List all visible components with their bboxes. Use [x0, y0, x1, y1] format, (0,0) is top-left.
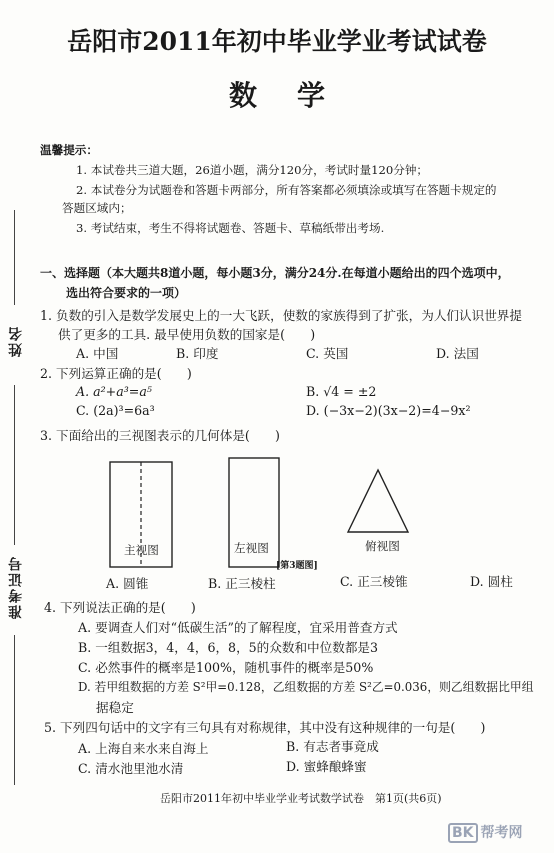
watermark-name: 帮考网 — [480, 825, 523, 841]
q4-option-d-b: 据稳定 — [96, 700, 134, 715]
notice-line-2b: 答题区域内； — [62, 201, 132, 215]
figure-caption: [第3题图] — [276, 561, 318, 571]
q4-option-d-a: D. 若甲组数据的方差 S²甲=0.128，乙组数据的方差 S²乙=0.036，则乙组数据比甲组 — [78, 680, 534, 694]
q3-option-c: C. 正三棱锥 — [340, 574, 408, 589]
binding-line-bottom — [14, 635, 15, 785]
q1-option-b: B. 印度 — [176, 346, 219, 361]
top-view-triangle — [348, 470, 408, 532]
page-footer: 岳阳市2011年初中毕业学业考试数学试卷 第1页(共6页) — [160, 792, 442, 805]
q2-option-b: B. √4 = ±2 — [306, 384, 377, 399]
q1-option-c: C. 英国 — [306, 346, 349, 361]
q1-option-d: D. 法国 — [436, 346, 479, 361]
notice-heading: 温馨提示： — [40, 143, 98, 157]
q3-option-d: D. 圆柱 — [470, 574, 513, 589]
q1-stem-b: 供了更多的工具. 最早使用负数的国家是( ) — [58, 327, 316, 342]
q3-stem: 3. 下面给出的三视图表示的几何体是( ) — [40, 428, 280, 443]
q2-stem: 2. 下列运算正确的是( ) — [40, 366, 192, 381]
section-heading-b: 选出符合要求的一项） — [66, 286, 187, 300]
q4-option-b: B. 一组数据3，4，4，6，8，5的众数和中位数都是3 — [78, 640, 379, 655]
q1-stem-a: 1. 负数的引入是数学发展史上的一大飞跃，使数的家族得到了扩张，为人们认识世界提 — [40, 308, 522, 323]
section-heading-a: 一、选择题（本大题共8道小题，每小题3分，满分24分.在每道小题给出的四个选项中， — [40, 266, 510, 280]
binding-line-top — [14, 210, 15, 305]
q5-option-a: A. 上海自来水来自海上 — [78, 741, 209, 756]
front-view-label: 主视图 — [124, 543, 159, 557]
exam-title: 岳阳市2011年初中毕业学业考试试卷 — [67, 27, 487, 56]
q4-stem: 4. 下列说法正确的是( ) — [44, 600, 196, 615]
q5-option-c: C. 清水池里池水清 — [78, 761, 184, 776]
subject-title: 数学 — [228, 79, 365, 112]
q2-option-a: A. a²+a³=a⁵ — [76, 384, 152, 399]
left-view-label: 左视图 — [234, 541, 269, 555]
watermark-logo — [448, 822, 523, 843]
q2-option-c: C. (2a)³=6a³ — [76, 403, 155, 418]
q1-option-a: A. 中国 — [76, 346, 119, 361]
notice-line-3: 3. 考试结束，考生不得将试题卷、答题卡、草稿纸带出考场. — [76, 221, 385, 235]
notice-line-2a: 2. 本试卷分为试题卷和答题卡两部分，所有答案都必须填涂或填写在答题卡规定的 — [76, 183, 497, 197]
q4-option-c: C. 必然事件的概率是100%，随机事件的概率是50% — [78, 660, 374, 675]
notice-line-1: 1. 本试卷共三道大题，26道小题，满分120分，考试时量120分钟； — [76, 163, 429, 177]
watermark-brand: BK — [448, 823, 478, 843]
q5-option-b: B. 有志者事竟成 — [286, 739, 379, 754]
q4-option-a: A. 要调查人们对“低碳生活”的了解程度，宜采用普查方式 — [78, 620, 398, 635]
q2-option-d: D. (−3x−2)(3x−2)=4−9x² — [306, 403, 471, 418]
top-view-label: 俯视图 — [365, 539, 400, 553]
q5-stem: 5. 下列四句话中的文字有三句具有对称规律，其中没有这种规律的一句是( ) — [44, 720, 486, 735]
exam-number-label: 准考证号 — [8, 555, 24, 619]
q5-option-d: D. 蜜蜂酿蜂蜜 — [286, 759, 367, 774]
q3-option-b: B. 正三棱柱 — [208, 576, 276, 591]
name-label: 姓名 — [8, 325, 24, 357]
q3-option-a: A. 圆锥 — [106, 576, 149, 591]
